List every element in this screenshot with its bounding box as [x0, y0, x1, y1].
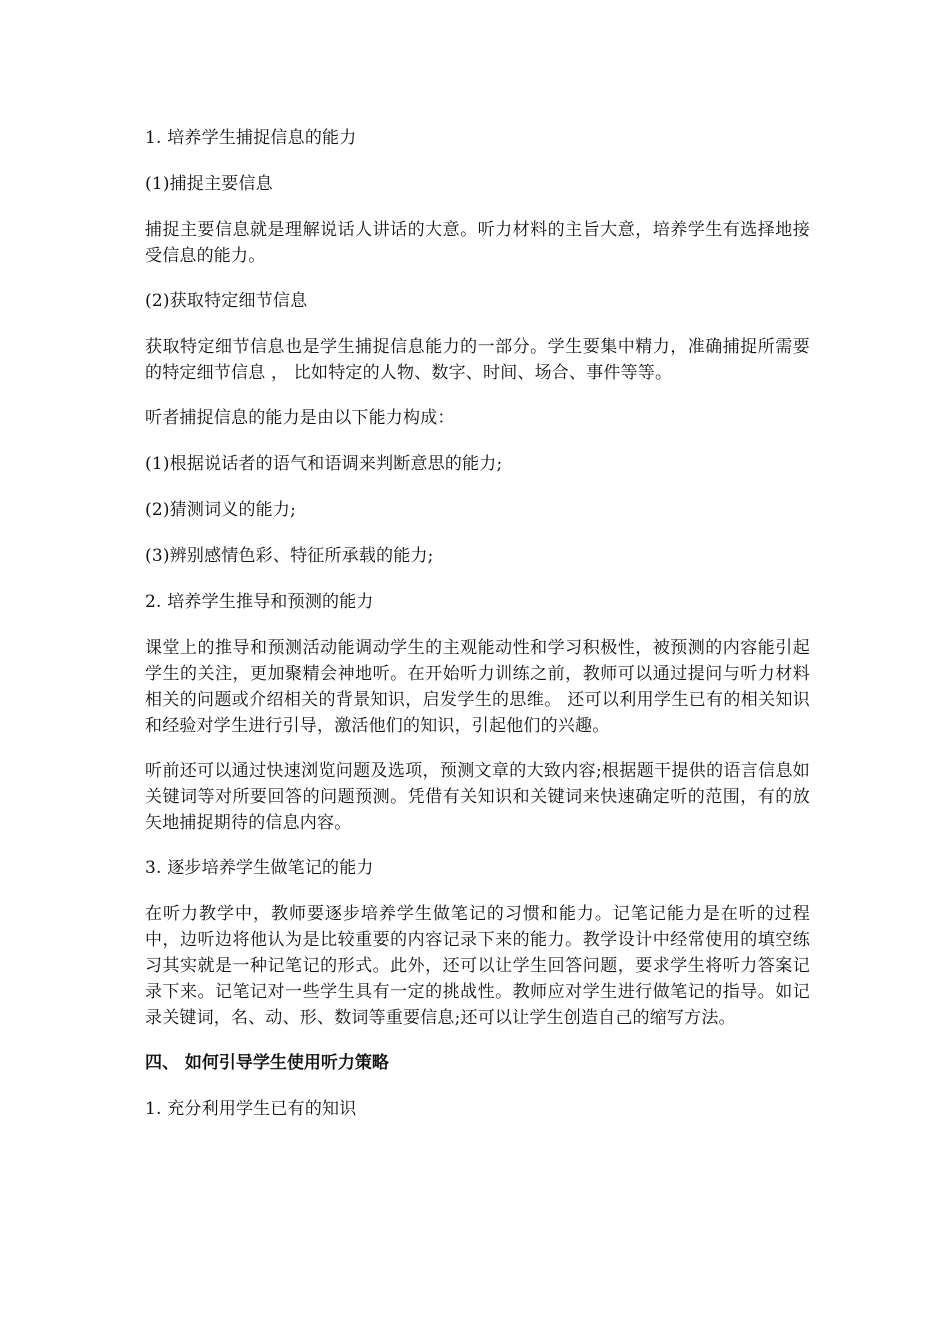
list-item-3: (3)辨别感情色彩、特征所承载的能力;: [145, 546, 434, 566]
paragraph-note-taking: 在听力教学中，教师要逐步培养学生做笔记的习惯和能力。记笔记能力是在听的过程中，边听边将他认为是比较重要的内容记录下来的能力。教学设计中经常使用的填空练习其实就是一种记笔记的形式。此外，还可以让学生回答问题，要求学生将听力答案记录下来。记笔记对一些学生具有一定的挑战性。教师应对学生进行做笔记的指导。如记录关键词，名、动、形、数词等重要信息;还可以让学生创造自己的缩写方法。: [145, 904, 810, 1028]
section-title-3: 3. 逐步培养学生做笔记的能力: [145, 858, 374, 878]
document-page: [145, 125, 810, 1142]
section-title-4-1: 1. 充分利用学生已有的知识: [145, 1099, 357, 1119]
subsection-title-2: (2)获取特定细节信息: [145, 291, 308, 311]
chapter-heading-4: 四、 如何引导学生使用听力策略: [145, 1053, 389, 1073]
paragraph-ability-intro: 听者捕捉信息的能力是由以下能力构成：: [145, 408, 455, 428]
section-title-2: 2. 培养学生推导和预测的能力: [145, 592, 374, 612]
list-item-2: (2)猜测词义的能力;: [145, 500, 297, 520]
paragraph-detail-info: 获取特定细节信息也是学生捕捉信息能力的一部分。学生要集中精力，准确捕捉所需要的特定细节信息 ， 比如特定的人物、数字、时间、场合、事件等等。: [145, 337, 810, 383]
subsection-title-1: (1)捕捉主要信息: [145, 174, 273, 194]
list-item-1: (1)根据说话者的语气和语调来判断意思的能力;: [145, 454, 503, 474]
paragraph-prediction: 课堂上的推导和预测活动能调动学生的主观能动性和学习积极性，被预测的内容能引起学生的关注，更加聚精会神地听。在开始听力训练之前，教师可以通过提问与听力材料相关的问题或介绍相关的背景知识，启发学生的思维。 还可以利用学生已有的相关知识和经验对学生进行引导，激活他们的知识，引起他们的兴趣。: [145, 638, 810, 736]
paragraph-pre-listening: 听前还可以通过快速浏览问题及选项，预测文章的大致内容;根据题干提供的语言信息如关键词等对所要回答的问题预测。凭借有关知识和关键词来快速确定听的范围，有的放矢地捕捉期待的信息内容。: [145, 761, 810, 833]
section-title-1: 1. 培养学生捕捉信息的能力: [145, 128, 357, 148]
paragraph-main-info: 捕捉主要信息就是理解说话人讲话的大意。听力材料的主旨大意，培养学生有选择地接受信息的能力。: [145, 220, 810, 266]
